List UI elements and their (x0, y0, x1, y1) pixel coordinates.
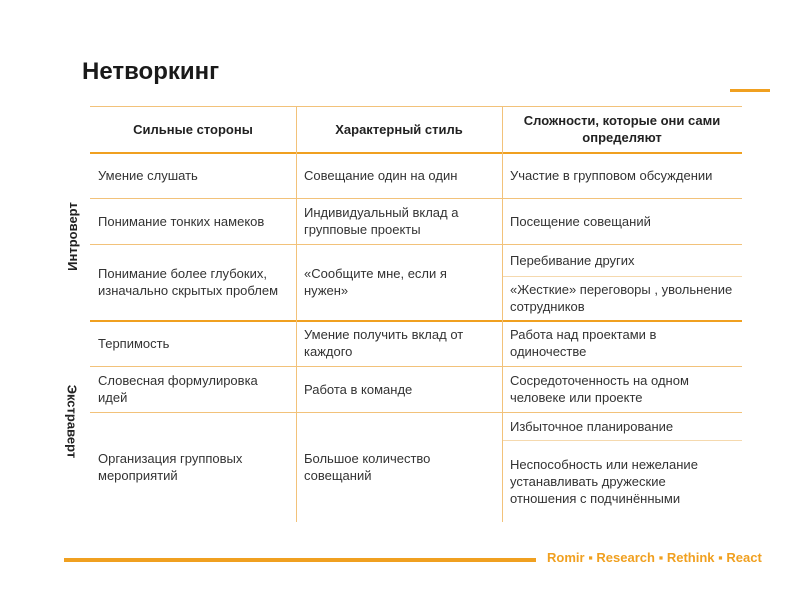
header-strengths: Сильные стороны (133, 121, 253, 137)
cell-difficulty: Работа над проектами в одиночестве (510, 327, 657, 359)
brand-word-research: Research (596, 550, 655, 565)
group-label-extravert: Экстраверт (64, 384, 80, 458)
cell-difficulty: Участие в групповом обсуждении (510, 167, 713, 183)
cell-difficulty: Посещение совещаний (510, 213, 651, 229)
cell-style: Совещание один на один (304, 167, 458, 183)
cell-style: Большое количество совещаний (304, 451, 431, 483)
cell-strength: Словесная формулировка идей (98, 373, 258, 405)
cell-style: Умение получить вклад от каждого (304, 327, 464, 359)
page-title: Нетворкинг (82, 58, 220, 85)
cell-strength: Терпимость (98, 335, 170, 351)
header-style: Характерный стиль (335, 121, 463, 137)
brand-word-rethink: Rethink (666, 550, 715, 565)
cell-strength: Понимание более глубоких, изначально скрытых проблем (98, 266, 279, 298)
header-difficulties: Сложности, которые они сами определяют (523, 113, 721, 145)
cell-difficulty: Избыточное планирование (510, 418, 674, 434)
cell-difficulty: Неспособность или нежелание устанавливать дружеские отношения с подчинёнными (510, 456, 698, 506)
cell-difficulty: Сосредоточенность на одном человеке или проекте (510, 373, 689, 405)
footer-brand (547, 550, 762, 565)
brand-word-react: React (726, 550, 762, 565)
cell-difficulty: «Жесткие» переговоры , увольнение сотрудников (510, 282, 733, 314)
cell-style: Работа в команде (304, 381, 413, 397)
cell-strength: Умение слушать (98, 167, 198, 183)
cell-strength: Понимание тонких намеков (98, 213, 265, 229)
footer-rule (64, 558, 536, 562)
cell-strength: Организация групповых мероприятий (98, 451, 243, 483)
cell-style: Индивидуальный вклад а групповые проекты (304, 205, 459, 237)
brand-separator: ▪ (718, 550, 723, 565)
cell-difficulty: Перебивание других (510, 252, 635, 268)
brand-separator: ▪ (588, 550, 593, 565)
brand-word-romir: Romir (547, 550, 585, 565)
brand-separator: ▪ (658, 550, 664, 565)
group-label-introvert: Интроверт (64, 201, 80, 271)
cell-style: «Сообщите мне, если я нужен» (304, 266, 447, 298)
